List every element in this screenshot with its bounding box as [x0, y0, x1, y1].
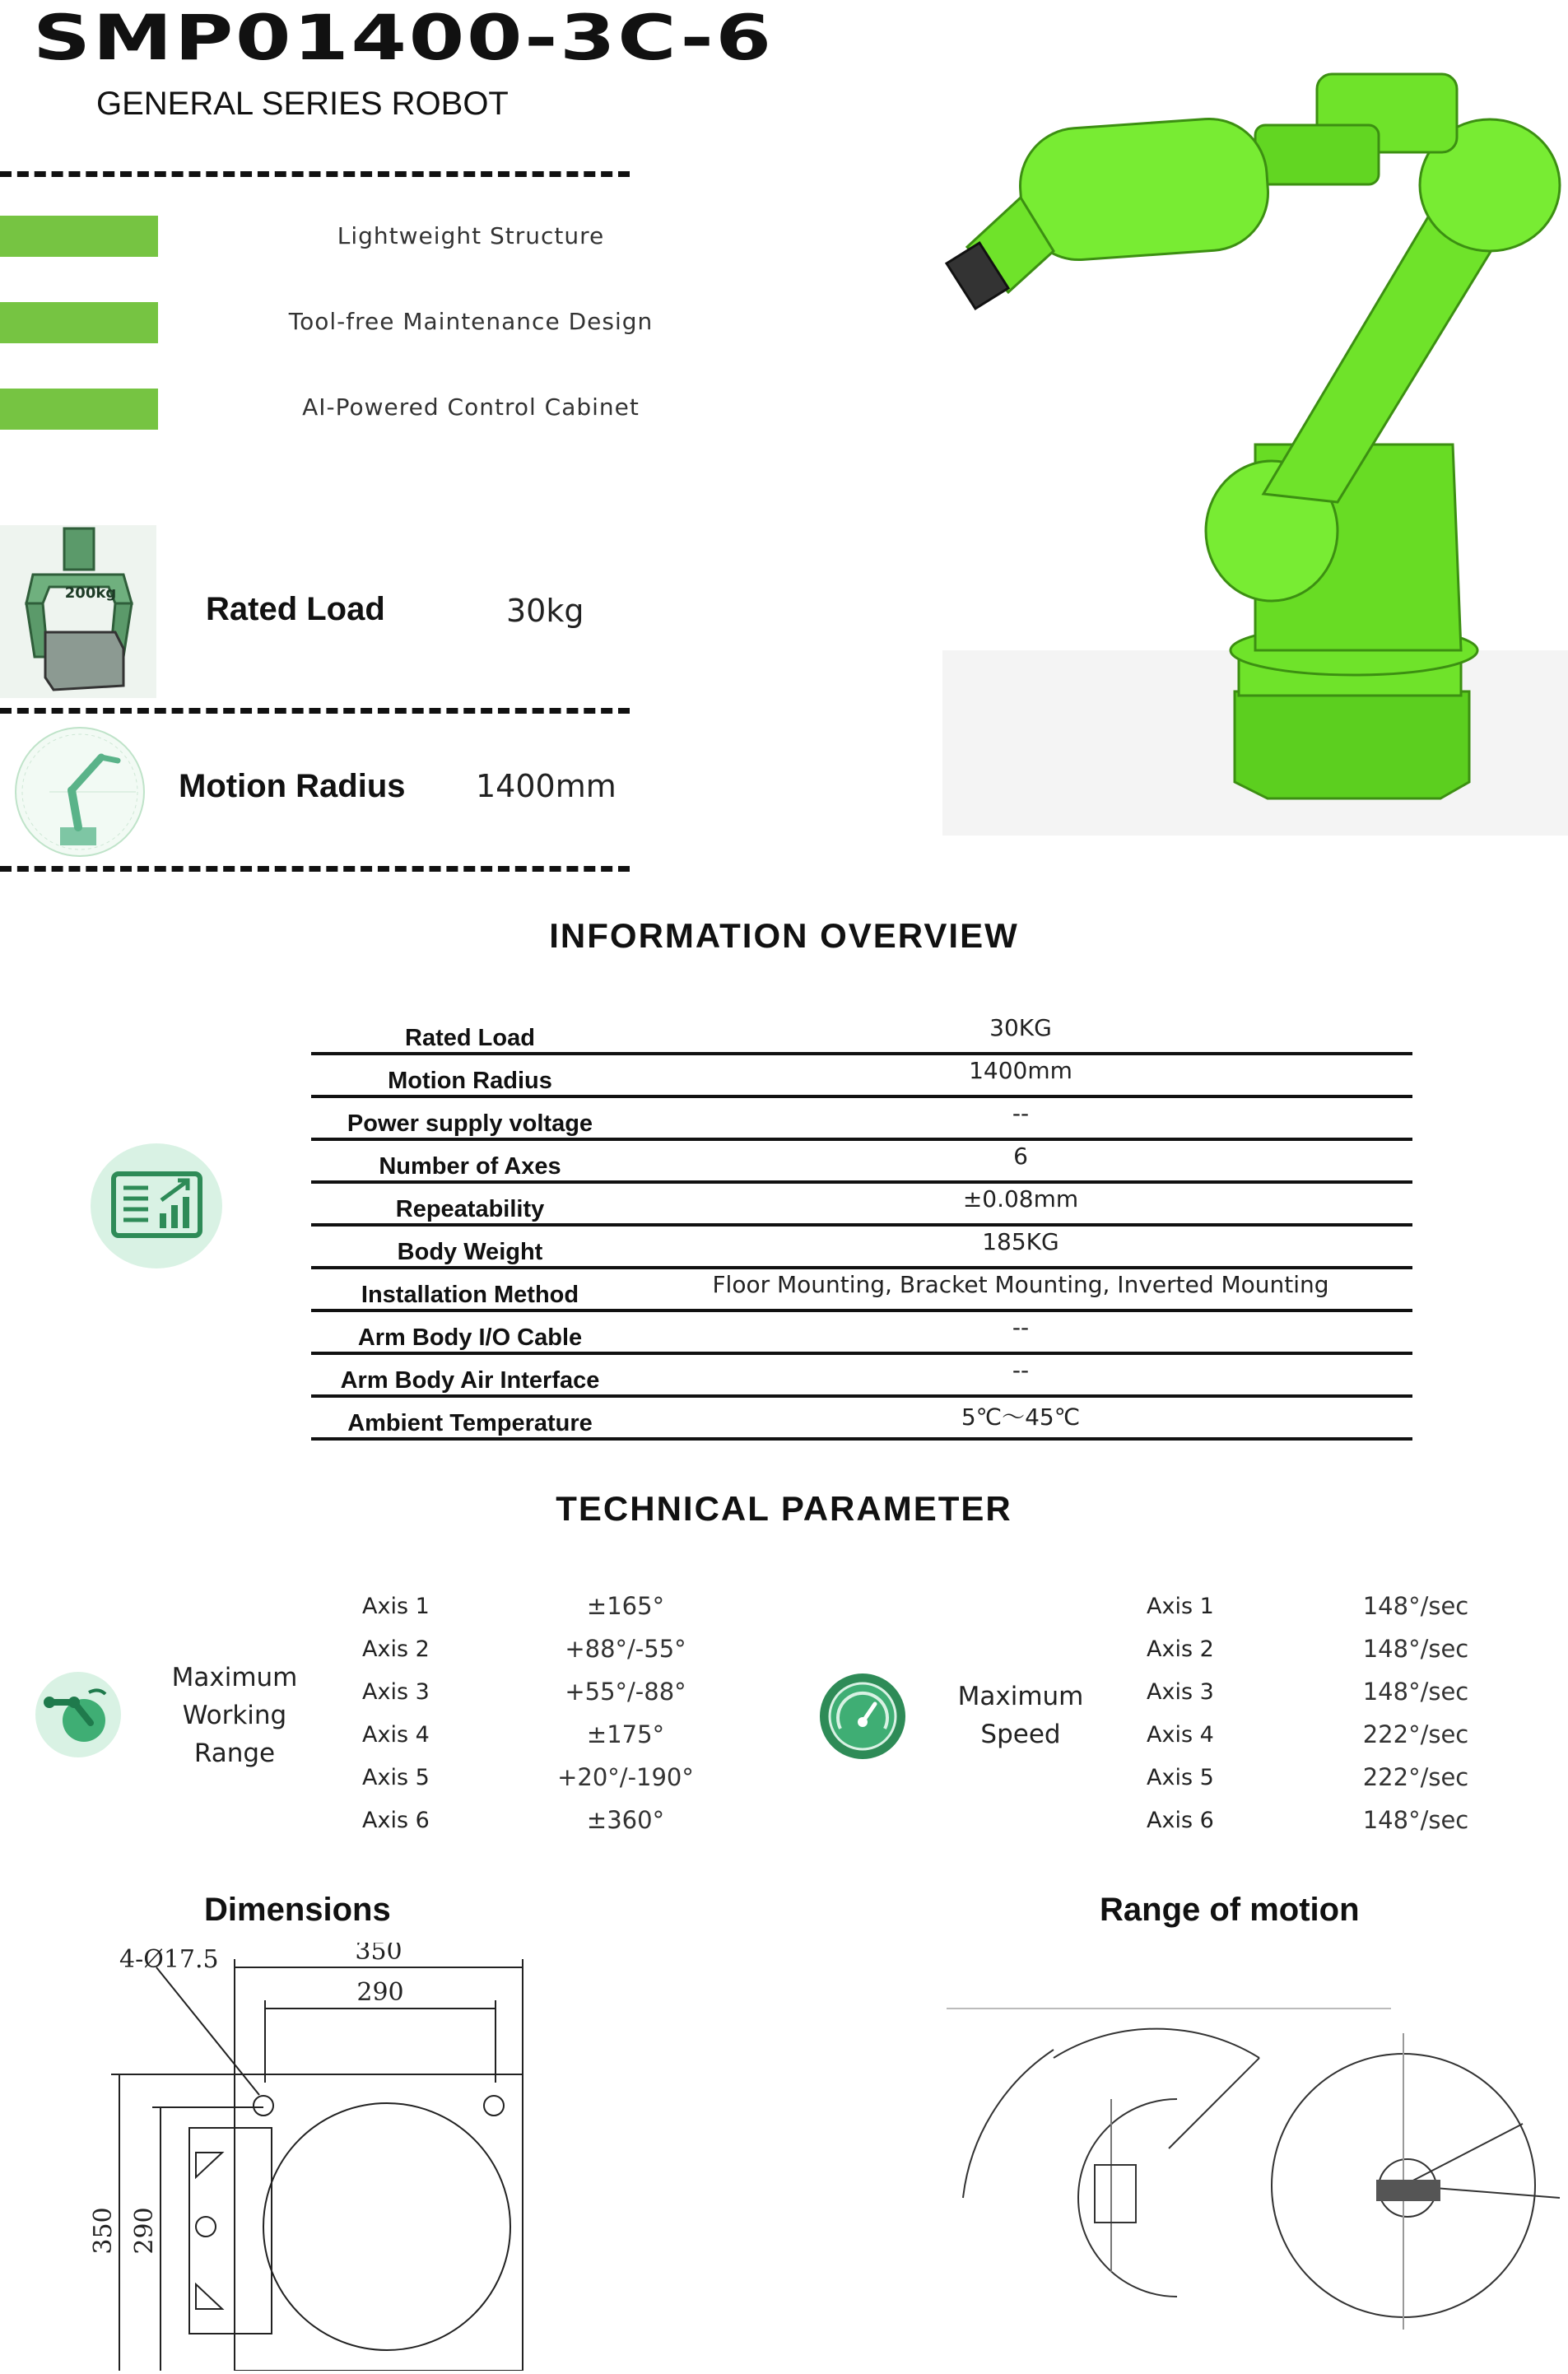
working-range-axis-value: ±175° — [586, 1720, 665, 1748]
gripper-icon — [0, 525, 156, 698]
working-range-axis-label: Axis 2 — [362, 1636, 430, 1662]
divider — [0, 171, 630, 177]
working-range-axis-value: +20°/-190° — [557, 1763, 694, 1791]
working-range-axis-value: ±360° — [586, 1806, 665, 1834]
overview-row — [311, 1266, 1412, 1312]
overview-row-value: 30KG — [989, 1014, 1052, 1041]
speed-axis-value: 148°/sec — [1362, 1678, 1469, 1706]
robot-photo — [942, 58, 1568, 836]
working-range-axis-label: Axis 5 — [362, 1765, 430, 1790]
speed-axis-value: 148°/sec — [1362, 1635, 1469, 1663]
speed-axis-label: Axis 2 — [1147, 1636, 1214, 1662]
working-range-axis-label: Axis 1 — [362, 1594, 430, 1619]
overview-row — [311, 1394, 1412, 1441]
feature-tool-free: Tool-free Maintenance Design — [288, 308, 654, 335]
overview-row-value: 6 — [1013, 1143, 1028, 1170]
overview-title: INFORMATION OVERVIEW — [549, 916, 1019, 955]
overview-row — [311, 1309, 1412, 1355]
overview-row-value: ±0.08mm — [962, 1185, 1079, 1213]
overview-row-label: Installation Method — [361, 1282, 579, 1308]
overview-row-value: Floor Mounting, Bracket Mounting, Inverted Mounting — [712, 1271, 1329, 1298]
series-subtitle: GENERAL SERIES ROBOT — [96, 86, 509, 122]
rated-load-value: 30kg — [506, 593, 584, 629]
overview-row-value: 5℃～45℃ — [961, 1403, 1081, 1431]
speed-axis-label: Axis 4 — [1147, 1722, 1214, 1748]
working-range-axis-value: +55°/-88° — [565, 1678, 686, 1706]
feature-bar — [0, 216, 158, 257]
speed-axis-value: 148°/sec — [1362, 1806, 1469, 1834]
overview-row-value: 1400mm — [969, 1057, 1072, 1084]
overview-row — [311, 1352, 1412, 1398]
range-of-motion-title: Range of motion — [1100, 1892, 1360, 1928]
speedometer-icon — [817, 1671, 908, 1762]
technical-title: TECHNICAL PARAMETER — [556, 1489, 1012, 1528]
overview-row-label: Power supply voltage — [347, 1110, 593, 1137]
range-of-motion-drawing — [947, 2000, 1568, 2354]
divider — [0, 866, 630, 872]
overview-row-label: Motion Radius — [388, 1068, 552, 1094]
motion-radius-label: Motion Radius — [179, 768, 406, 804]
dim-holes: 4-Ø17.5 — [119, 1945, 219, 1974]
feature-lightweight: Lightweight Structure — [337, 222, 605, 249]
overview-row-value: -- — [1012, 1314, 1030, 1341]
feature-ai-cabinet: AI-Powered Control Cabinet — [302, 393, 640, 421]
dim-overall-width: 350 — [355, 1943, 402, 1966]
dim-hole-spacing: 290 — [356, 1978, 404, 2007]
feature-bar — [0, 302, 158, 343]
speed-axis-value: 222°/sec — [1362, 1763, 1469, 1791]
overview-row-label: Arm Body Air Interface — [340, 1367, 600, 1394]
speed-axis-label: Axis 3 — [1147, 1679, 1214, 1705]
overview-row — [311, 1095, 1412, 1141]
dim-overall-height: 350 — [89, 2207, 118, 2255]
working-range-axis-label: Axis 6 — [362, 1808, 430, 1833]
overview-row — [311, 1180, 1412, 1227]
overview-row-label: Rated Load — [405, 1025, 535, 1051]
speed-axis-label: Axis 6 — [1147, 1808, 1214, 1833]
dim-hole-spacing-v: 290 — [130, 2207, 159, 2255]
overview-row-value: -- — [1012, 1357, 1030, 1384]
overview-row-value: -- — [1012, 1100, 1030, 1127]
working-range-axis-value: +88°/-55° — [565, 1635, 686, 1663]
overview-row-value: 185KG — [982, 1228, 1059, 1255]
speed-axis-label: Axis 5 — [1147, 1765, 1214, 1790]
speed-label: Maximum Speed — [957, 1682, 1084, 1749]
speed-axis-label: Axis 1 — [1147, 1594, 1214, 1619]
speed-axis-value: 148°/sec — [1362, 1592, 1469, 1620]
working-range-axis-label: Axis 4 — [362, 1722, 430, 1748]
working-range-label: Maximum Working Range — [171, 1663, 298, 1768]
overview-row-label: Ambient Temperature — [347, 1410, 593, 1436]
feature-bar — [0, 389, 158, 430]
motion-radius-value: 1400mm — [476, 768, 616, 804]
overview-row — [311, 1138, 1412, 1184]
working-range-axis-value: ±165° — [586, 1592, 665, 1620]
divider — [0, 708, 630, 714]
robot-arm-radius-icon — [12, 724, 148, 860]
rated-load-label: Rated Load — [206, 591, 385, 627]
dimensions-title: Dimensions — [204, 1892, 391, 1928]
overview-row-label: Repeatability — [395, 1196, 545, 1222]
overview-row-label: Arm Body I/O Cable — [357, 1324, 583, 1351]
robot-joint-icon — [33, 1669, 123, 1760]
overview-row — [311, 1009, 1412, 1055]
overview-row — [311, 1223, 1412, 1269]
model-title: SMP01400-3C-6 — [33, 1, 774, 74]
working-range-axis-label: Axis 3 — [362, 1679, 430, 1705]
speed-axis-value: 222°/sec — [1362, 1720, 1469, 1748]
overview-row — [311, 1052, 1412, 1098]
gripper-icon-label: 200kg — [64, 584, 117, 602]
overview-row-label: Body Weight — [397, 1239, 543, 1265]
report-chart-icon — [89, 1143, 225, 1270]
overview-row-label: Number of Axes — [379, 1153, 561, 1180]
dimension-drawing — [74, 1943, 551, 2371]
